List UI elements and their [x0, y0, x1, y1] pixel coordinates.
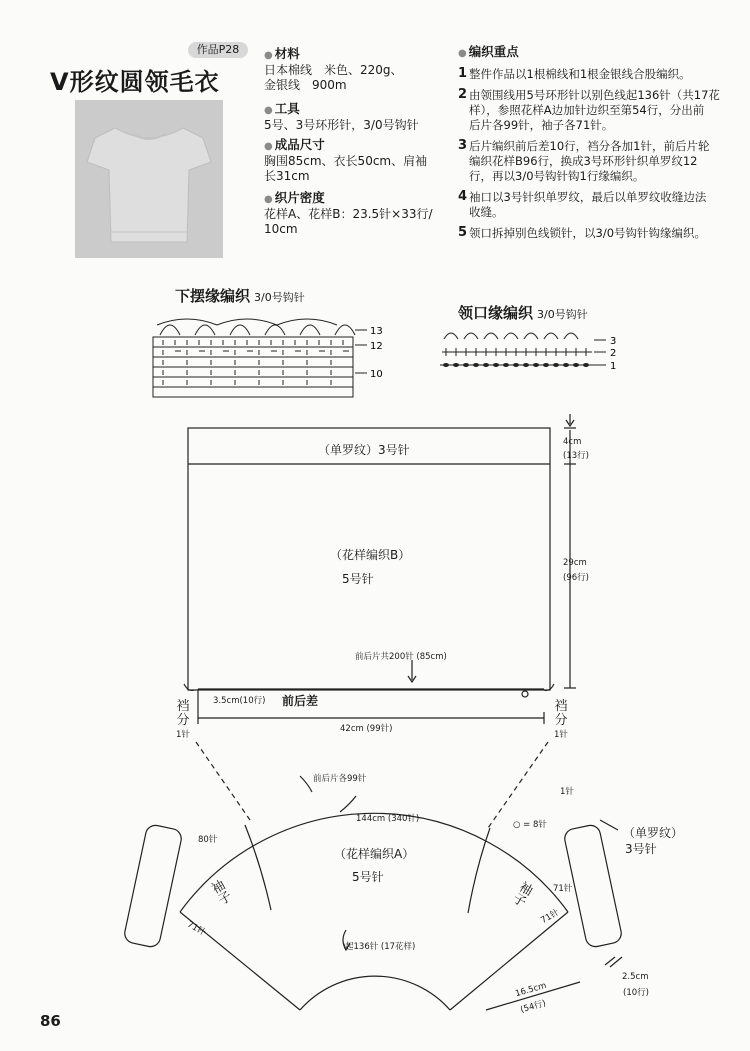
cast-on-label: 起136针 (17花样)	[345, 942, 416, 952]
note-number: 3	[458, 138, 468, 153]
pattern-title: V形纹圆领毛衣	[50, 68, 220, 96]
cuff-side-stitches: 71针	[553, 884, 573, 894]
body-height: 29cm	[563, 558, 587, 568]
body-rows: (96行)	[563, 573, 589, 583]
note-line: 由领围线用5号环形针以别色线起136针（共17花	[469, 88, 720, 102]
note-number: 2	[458, 87, 468, 102]
cuff-top-mark: 1针	[560, 787, 574, 797]
half-width-label: 42cm (99针)	[340, 724, 393, 734]
outer-circ-pointer	[340, 796, 356, 812]
rib-height: 4cm	[563, 437, 582, 447]
gauge-heading: ● 织片密度	[264, 190, 454, 207]
pattern-b-label: （花样编织B）	[330, 548, 411, 562]
notes-heading: ● 编织重点	[458, 44, 743, 61]
gusset-left	[176, 700, 190, 742]
note-line: 整件作品以1根棉线和1根金银线合股编织。	[469, 67, 691, 81]
left-sleeve-stitches: 71针	[185, 919, 208, 939]
short-rows-width: 3.5cm(10行)	[213, 696, 266, 706]
gusset-char-1: 裆	[554, 699, 568, 714]
note-line: 后片编织前后差10行，裆分各加1针，前后片轮	[469, 139, 710, 153]
right-sleeve-stitches: 71针	[539, 907, 562, 927]
front-back-pointer	[300, 776, 312, 792]
hem-edging-heading: 下摆缘编织	[175, 287, 251, 305]
right-cuff-stitches: ○ = 8针	[513, 820, 547, 830]
cuff-label-pointer	[600, 820, 618, 830]
materials-line-2: 金银线 900m	[264, 78, 347, 92]
neck-edging-hook: 3/0号钩针	[537, 308, 588, 321]
hem-row-label-13: 13	[370, 326, 383, 337]
neck-row-label-1: 1	[610, 361, 617, 372]
yoke-neck-edge	[300, 976, 450, 1010]
hem-row-label-12: 12	[370, 341, 383, 352]
rib-height-arrow	[566, 414, 574, 426]
cuff-needle: 3号针	[625, 842, 657, 856]
yoke-right-edge	[450, 912, 568, 1010]
note-line: 收缝。	[469, 205, 504, 219]
total-stitches-pointer	[408, 660, 416, 682]
hem-row-label-10: 10	[370, 369, 383, 380]
gusset-char-1: 裆	[176, 699, 190, 714]
tools-text: 5号、3号环形针，3/0号钩针	[264, 118, 419, 132]
hem-edging-hook: 3/0号钩针	[254, 291, 305, 304]
note-line: 后片各99针，袖子各71针。	[469, 118, 614, 132]
page-number: 86	[40, 1012, 61, 1030]
right-sleeve-label: 袖子	[508, 877, 535, 909]
cuff-rib-label: （单罗纹）	[623, 826, 684, 840]
note-line: 袖口以3号针织单罗纹，最后以单罗纹收缝边法	[469, 190, 707, 204]
gusset-char-2: 分	[554, 713, 568, 728]
note-line: 样），参照花样A边加针边织至第54行，分出前	[469, 103, 705, 117]
outer-circumference: 144cm (340针)	[356, 814, 420, 824]
rib-rows: (13行)	[563, 451, 589, 461]
pattern-a-needle: 5号针	[352, 870, 384, 884]
left-sleeve-label: 袖子	[206, 877, 233, 909]
neck-row-label-3: 3	[610, 336, 617, 347]
dashed-guide-left	[196, 742, 250, 820]
neck-row-label-2: 2	[610, 348, 617, 359]
yoke-depth: 16.5cm	[514, 980, 548, 1000]
rib-label: （单罗纹）3号针	[318, 443, 410, 457]
short-rows-marker	[522, 691, 528, 697]
dashed-guide-right	[488, 742, 548, 828]
neck-edging-heading: 领口缘编织	[458, 304, 534, 322]
gusset-stitch: 1针	[176, 730, 190, 740]
note-line: 行，再以3/0号钩针钩1行缘编织。	[469, 169, 645, 183]
size-line-2: 长31cm	[264, 169, 310, 183]
total-stitches-label: 前后片共200针 (85cm)	[355, 652, 447, 662]
pattern-a-label: （花样编织A）	[334, 847, 415, 861]
materials-heading: ● 材料	[264, 46, 454, 63]
short-rows-label: 前后差	[282, 694, 319, 708]
left-cuff-stitches: 80针	[198, 835, 218, 845]
note-line: 编织花样B96行，换成3号环形针织单罗纹12	[469, 154, 698, 168]
cuff-rows: (10行)	[623, 988, 649, 998]
gusset-char-2: 分	[176, 713, 190, 728]
tools-heading: ● 工具	[264, 101, 454, 118]
gusset-stitch: 1针	[554, 730, 568, 740]
size-heading: ● 成品尺寸	[264, 137, 454, 154]
note-number: 1	[458, 66, 468, 81]
gauge-line-2: 10cm	[264, 222, 298, 236]
note-line: 领口拆掉别色线锁针，以3/0号钩针钩缘编织。	[469, 226, 707, 240]
yoke-depth-rows: (54行)	[519, 998, 548, 1016]
gusset-right	[554, 700, 568, 742]
cuff-height-arrows	[605, 957, 622, 967]
front-back-each: 前后片各99针	[313, 774, 367, 784]
note-number: 5	[458, 225, 468, 240]
materials-line-1: 日本棉线 米色、220g、	[264, 63, 403, 77]
size-line-1: 胸围85cm、衣长50cm、肩袖	[264, 154, 428, 168]
gauge-line-1: 花样A、花样B：23.5针×33行/	[264, 207, 433, 221]
cuff-height: 2.5cm	[622, 972, 649, 982]
pattern-b-needle: 5号针	[342, 572, 374, 586]
left-cuff	[123, 824, 183, 949]
work-reference-tag: 作品P28	[188, 42, 248, 58]
note-number: 4	[458, 189, 468, 204]
